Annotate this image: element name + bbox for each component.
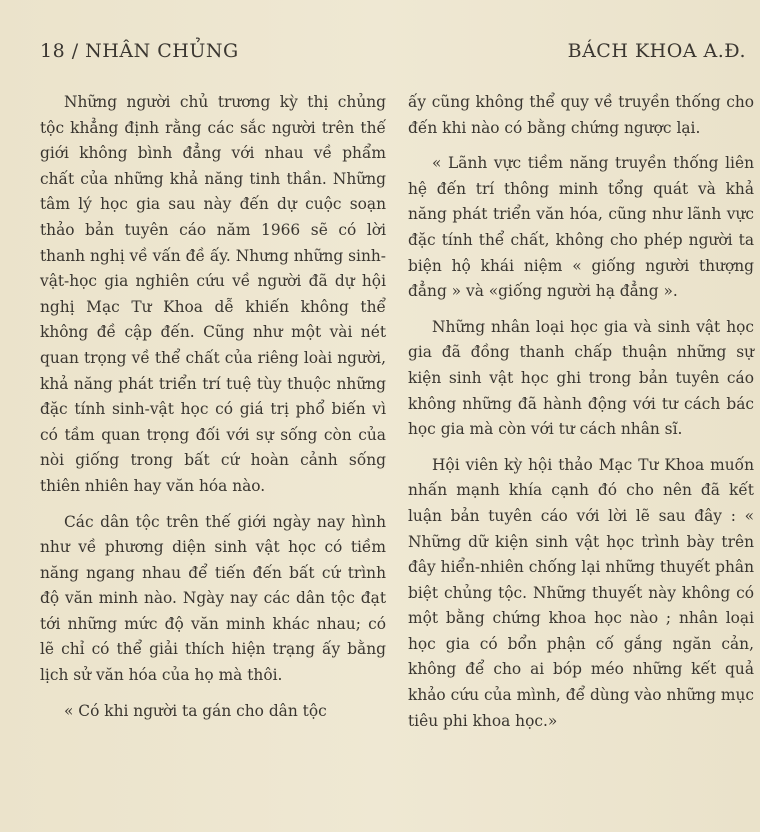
- page-header: [40, 40, 746, 70]
- paragraph: Những nhân loại học gia và sinh vật học gia đã đồng thanh chấp thuận những sự kiện sinh vật học ghi trong bản tuyên cáo không những đã hành động với tư cách bác học gia mà còn với tư cách nhân sĩ.: [408, 317, 754, 439]
- paragraph: « Có khi người ta gán cho dân tộc: [64, 701, 327, 720]
- paragraph: Hội viên kỳ hội thảo Mạc Tư Khoa muốn nhấn mạnh khía cạnh đó cho nên đã kết luận bản tuyên cáo với lời lẽ sau đây : « Những dữ kiện sinh vật học trình bày trên đây hiển-nhiên chống lại những thuyết phân biệt chủng tộc. Những thuyết này không có một bằng chứng khoa học nào ; nhân loại học gia có bổn phận cố gắng ngăn cản, không để cho ai bóp méo những kết quả khảo cứu của mình, để dùng vào những mục tiêu phi khoa học.»: [408, 455, 754, 730]
- paragraph-continued: ấy cũng không thể quy về truyền thống cho đến khi nào có bằng chứng ngược lại.: [408, 93, 754, 137]
- paragraph: « Lãnh vực tiềm năng truyền thống liên hệ đến trí thông minh tổng quát và khả năng phát triển văn hóa, cũng như lãnh vực đặc tính thể chất, không cho phép người ta biện hộ khái niệm « giống người thượng đẳng » và «giống người hạ đẳng ».: [408, 154, 754, 301]
- left-column: [40, 90, 386, 734]
- header-book-title: BÁCH KHOA A.Đ.: [567, 40, 746, 62]
- paragraph: Các dân tộc trên thế giới ngày nay hình như về phương diện sinh vật học có tiềm năng ngang nhau để tiến đến bất cứ trình độ văn minh nào. Ngày nay các dân tộc đạt tới những mức độ văn minh khác nhau; có lẽ chỉ có thể giải thích hiện trạng ấy bằng lịch sử văn hóa của họ mà thôi.: [40, 512, 386, 685]
- paragraph: Những người chủ trương kỳ thị chủng tộc khẳng định rằng các sắc người trên thế giới không bình đẳng với nhau về phẩm chất của những khả năng tinh thần. Những tâm lý học gia sau này đến dự cuộc soạn thảo bản tuyên cáo năm 1966 sẽ có lời thanh nghị về vấn đề ấy. Nhưng những sinh-vật-học gia nghiên cứu về người đã dự hội nghị Mạc Tư Khoa dễ khiến không thể không đề cập đến. Cũng như một vài nét quan trọng về thể chất của riêng loài người, khả năng phát triển trí tuệ tùy thuộc những đặc tính sinh-vật học có giá trị phổ biến vì có tầm quan trọng đối với sự sống còn của nòi giống trong bất cứ hoàn cảnh sống thiên nhiên hay văn hóa nào.: [40, 93, 386, 495]
- header-page-number-title: 18 / NHÂN CHỦNG: [40, 40, 239, 62]
- right-column: [408, 90, 754, 744]
